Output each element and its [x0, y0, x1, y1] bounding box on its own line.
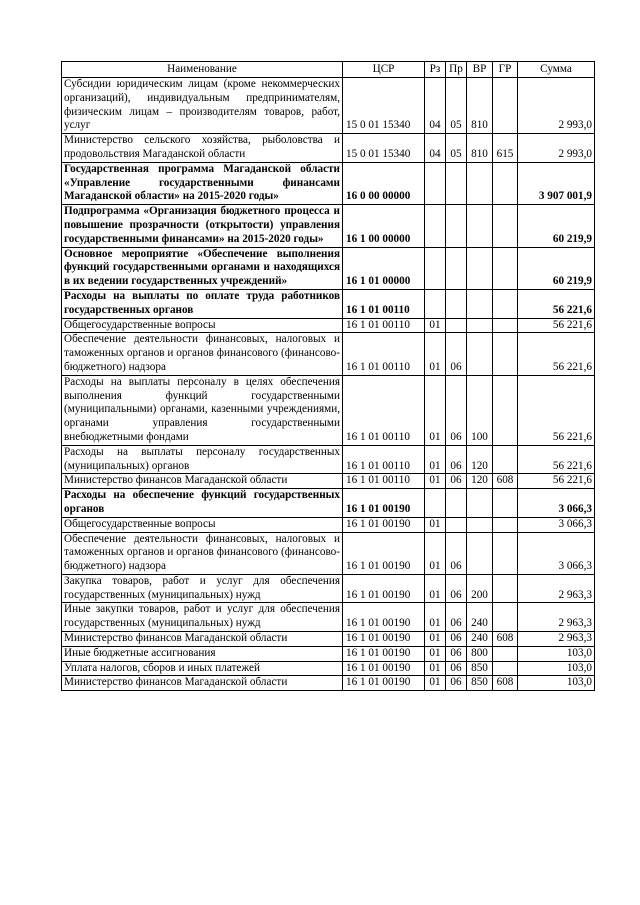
- row-sum-cell: 2 963,3: [518, 603, 595, 632]
- row-csr-cell: 16 1 01 00110: [343, 289, 425, 318]
- row-rz-cell: 01: [425, 333, 446, 375]
- row-sum-cell: 103,0: [518, 646, 595, 661]
- table-row: [62, 603, 595, 632]
- row-sum-cell: 56 221,6: [518, 474, 595, 489]
- row-name-cell: Обеспечение деятельности финансовых, налоговых и таможенных органов и органов финансового (финансово-бюджетного) надзора: [62, 532, 343, 574]
- row-gr-cell: [493, 532, 518, 574]
- table-body: [62, 78, 595, 691]
- table-row: [62, 134, 595, 163]
- table-row: [62, 247, 595, 289]
- table-row: [62, 517, 595, 532]
- row-name-cell: Общегосударственные вопросы: [62, 517, 343, 532]
- row-sum-cell: 60 219,9: [518, 247, 595, 289]
- row-vr-cell: [467, 318, 493, 333]
- row-gr-cell: [493, 333, 518, 375]
- row-sum-cell: 3 066,3: [518, 489, 595, 518]
- row-pr-cell: 06: [446, 333, 467, 375]
- table-row: [62, 162, 595, 204]
- table-row: [62, 375, 595, 445]
- row-name-cell: Расходы на выплаты персоналу государственных (муниципальных) органов: [62, 445, 343, 474]
- row-gr-cell: [493, 247, 518, 289]
- row-rz-cell: 01: [425, 574, 446, 603]
- row-sum-cell: 3 066,3: [518, 517, 595, 532]
- row-pr-cell: 06: [446, 474, 467, 489]
- table-row: [62, 632, 595, 647]
- row-pr-cell: 06: [446, 646, 467, 661]
- row-vr-cell: [467, 247, 493, 289]
- row-name-cell: Основное мероприятие «Обеспечение выполнения функций государственными органами и находящихся в их ведении государственных учреждений»: [62, 247, 343, 289]
- row-pr-cell: 06: [446, 375, 467, 445]
- row-gr-cell: 615: [493, 134, 518, 163]
- row-csr-cell: 16 1 01 00110: [343, 318, 425, 333]
- row-csr-cell: 16 1 01 00190: [343, 661, 425, 676]
- row-sum-cell: 56 221,6: [518, 318, 595, 333]
- document-page: [61, 61, 594, 691]
- row-sum-cell: 3 066,3: [518, 532, 595, 574]
- row-name-cell: Министерство финансов Магаданской области: [62, 474, 343, 489]
- header-rz: Рз: [425, 62, 446, 78]
- row-gr-cell: [493, 489, 518, 518]
- row-gr-cell: [493, 574, 518, 603]
- row-rz-cell: 01: [425, 532, 446, 574]
- row-sum-cell: 56 221,6: [518, 445, 595, 474]
- row-vr-cell: 800: [467, 646, 493, 661]
- row-csr-cell: 16 0 00 00000: [343, 162, 425, 204]
- row-gr-cell: [493, 318, 518, 333]
- row-csr-cell: 16 1 01 00190: [343, 489, 425, 518]
- row-vr-cell: [467, 532, 493, 574]
- row-vr-cell: [467, 333, 493, 375]
- row-rz-cell: 01: [425, 603, 446, 632]
- table-row: [62, 489, 595, 518]
- row-csr-cell: 16 1 01 00190: [343, 532, 425, 574]
- header-csr: ЦСР: [343, 62, 425, 78]
- row-pr-cell: [446, 289, 467, 318]
- row-csr-cell: 16 1 01 00110: [343, 333, 425, 375]
- row-sum-cell: 56 221,6: [518, 289, 595, 318]
- row-gr-cell: 608: [493, 676, 518, 691]
- row-vr-cell: [467, 205, 493, 247]
- table-row: [62, 676, 595, 691]
- row-rz-cell: 04: [425, 134, 446, 163]
- table-row: [62, 474, 595, 489]
- row-csr-cell: 16 1 01 00190: [343, 676, 425, 691]
- row-pr-cell: 06: [446, 661, 467, 676]
- table-row: [62, 532, 595, 574]
- row-rz-cell: [425, 247, 446, 289]
- header-vr: ВР: [467, 62, 493, 78]
- row-pr-cell: 06: [446, 532, 467, 574]
- row-rz-cell: 01: [425, 474, 446, 489]
- row-pr-cell: [446, 489, 467, 518]
- table-row: [62, 289, 595, 318]
- row-gr-cell: 608: [493, 632, 518, 647]
- header-gr: ГР: [493, 62, 518, 78]
- row-csr-cell: 16 1 01 00190: [343, 632, 425, 647]
- row-rz-cell: 01: [425, 445, 446, 474]
- row-csr-cell: 16 1 01 00110: [343, 445, 425, 474]
- row-pr-cell: [446, 162, 467, 204]
- row-name-cell: Иные бюджетные ассигнования: [62, 646, 343, 661]
- row-vr-cell: [467, 517, 493, 532]
- row-csr-cell: 16 1 01 00190: [343, 574, 425, 603]
- row-vr-cell: 240: [467, 632, 493, 647]
- table-row: [62, 205, 595, 247]
- row-rz-cell: 01: [425, 661, 446, 676]
- row-gr-cell: [493, 162, 518, 204]
- row-gr-cell: [493, 289, 518, 318]
- row-name-cell: Подпрограмма «Организация бюджетного процесса и повышение прозрачности (открытости) управления государственными финансами» на 2015-2020 годы»: [62, 205, 343, 247]
- row-name-cell: Расходы на выплаты по оплате труда работников государственных органов: [62, 289, 343, 318]
- row-sum-cell: 56 221,6: [518, 375, 595, 445]
- row-rz-cell: 01: [425, 517, 446, 532]
- row-vr-cell: 120: [467, 445, 493, 474]
- row-vr-cell: 240: [467, 603, 493, 632]
- row-csr-cell: 16 1 00 00000: [343, 205, 425, 247]
- row-gr-cell: [493, 445, 518, 474]
- row-pr-cell: 05: [446, 78, 467, 134]
- row-sum-cell: 2 993,0: [518, 78, 595, 134]
- row-name-cell: Общегосударственные вопросы: [62, 318, 343, 333]
- row-csr-cell: 16 1 01 00190: [343, 603, 425, 632]
- row-sum-cell: 3 907 001,9: [518, 162, 595, 204]
- row-name-cell: Закупка товаров, работ и услуг для обеспечения государственных (муниципальных) нужд: [62, 574, 343, 603]
- row-name-cell: Министерство сельского хозяйства, рыболовства и продовольствия Магаданской области: [62, 134, 343, 163]
- header-sum: Сумма: [518, 62, 595, 78]
- row-rz-cell: 01: [425, 646, 446, 661]
- row-rz-cell: 04: [425, 78, 446, 134]
- table-header-row: [62, 62, 595, 78]
- table-row: [62, 318, 595, 333]
- row-pr-cell: [446, 247, 467, 289]
- row-pr-cell: 06: [446, 445, 467, 474]
- budget-table: [61, 61, 595, 691]
- header-name: Наименование: [62, 62, 343, 78]
- table-row: [62, 661, 595, 676]
- row-pr-cell: 05: [446, 134, 467, 163]
- row-pr-cell: [446, 205, 467, 247]
- row-rz-cell: 01: [425, 632, 446, 647]
- row-rz-cell: 01: [425, 676, 446, 691]
- row-csr-cell: 16 1 01 00190: [343, 646, 425, 661]
- row-vr-cell: 810: [467, 78, 493, 134]
- row-vr-cell: 850: [467, 676, 493, 691]
- row-csr-cell: 16 1 01 00190: [343, 517, 425, 532]
- row-sum-cell: 2 963,3: [518, 574, 595, 603]
- row-gr-cell: [493, 78, 518, 134]
- row-name-cell: Расходы на обеспечение функций государственных органов: [62, 489, 343, 518]
- row-csr-cell: 16 1 01 00110: [343, 375, 425, 445]
- row-rz-cell: [425, 162, 446, 204]
- row-pr-cell: 06: [446, 632, 467, 647]
- header-pr: Пр: [446, 62, 467, 78]
- row-vr-cell: 100: [467, 375, 493, 445]
- row-vr-cell: [467, 162, 493, 204]
- row-sum-cell: 103,0: [518, 676, 595, 691]
- row-gr-cell: 608: [493, 474, 518, 489]
- table-row: [62, 574, 595, 603]
- row-name-cell: Министерство финансов Магаданской области: [62, 676, 343, 691]
- row-name-cell: Расходы на выплаты персоналу в целях обеспечения выполнения функций государственными (муниципальными) органами, казенными учреждениями, органами управления государственными внебюджетными фондами: [62, 375, 343, 445]
- row-pr-cell: 06: [446, 676, 467, 691]
- row-name-cell: Министерство финансов Магаданской области: [62, 632, 343, 647]
- row-pr-cell: 06: [446, 603, 467, 632]
- row-vr-cell: 200: [467, 574, 493, 603]
- row-sum-cell: 60 219,9: [518, 205, 595, 247]
- row-sum-cell: 103,0: [518, 661, 595, 676]
- row-gr-cell: [493, 603, 518, 632]
- row-sum-cell: 2 963,3: [518, 632, 595, 647]
- table-row: [62, 78, 595, 134]
- row-vr-cell: [467, 289, 493, 318]
- row-gr-cell: [493, 517, 518, 532]
- row-sum-cell: 56 221,6: [518, 333, 595, 375]
- row-vr-cell: 850: [467, 661, 493, 676]
- row-gr-cell: [493, 375, 518, 445]
- row-pr-cell: 06: [446, 574, 467, 603]
- row-gr-cell: [493, 661, 518, 676]
- row-csr-cell: 16 1 01 00110: [343, 474, 425, 489]
- row-name-cell: Иные закупки товаров, работ и услуг для обеспечения государственных (муниципальных) нужд: [62, 603, 343, 632]
- row-rz-cell: 01: [425, 318, 446, 333]
- table-row: [62, 646, 595, 661]
- row-pr-cell: [446, 318, 467, 333]
- row-csr-cell: 15 0 01 15340: [343, 78, 425, 134]
- row-pr-cell: [446, 517, 467, 532]
- row-gr-cell: [493, 646, 518, 661]
- row-vr-cell: 810: [467, 134, 493, 163]
- row-csr-cell: 15 0 01 15340: [343, 134, 425, 163]
- row-csr-cell: 16 1 01 00000: [343, 247, 425, 289]
- table-row: [62, 445, 595, 474]
- row-rz-cell: 01: [425, 375, 446, 445]
- row-sum-cell: 2 993,0: [518, 134, 595, 163]
- row-name-cell: Уплата налогов, сборов и иных платежей: [62, 661, 343, 676]
- row-rz-cell: [425, 205, 446, 247]
- table-row: [62, 333, 595, 375]
- row-rz-cell: [425, 489, 446, 518]
- row-name-cell: Субсидии юридическим лицам (кроме некоммерческих организаций), индивидуальным предпринимателям, физическим лицам – производителям товаров, работ, услуг: [62, 78, 343, 134]
- row-vr-cell: [467, 489, 493, 518]
- row-name-cell: Государственная программа Магаданской области «Управление государственными финансами Магаданской области» на 2015-2020 годы»: [62, 162, 343, 204]
- row-name-cell: Обеспечение деятельности финансовых, налоговых и таможенных органов и органов финансового (финансово-бюджетного) надзора: [62, 333, 343, 375]
- row-gr-cell: [493, 205, 518, 247]
- row-vr-cell: 120: [467, 474, 493, 489]
- row-rz-cell: [425, 289, 446, 318]
